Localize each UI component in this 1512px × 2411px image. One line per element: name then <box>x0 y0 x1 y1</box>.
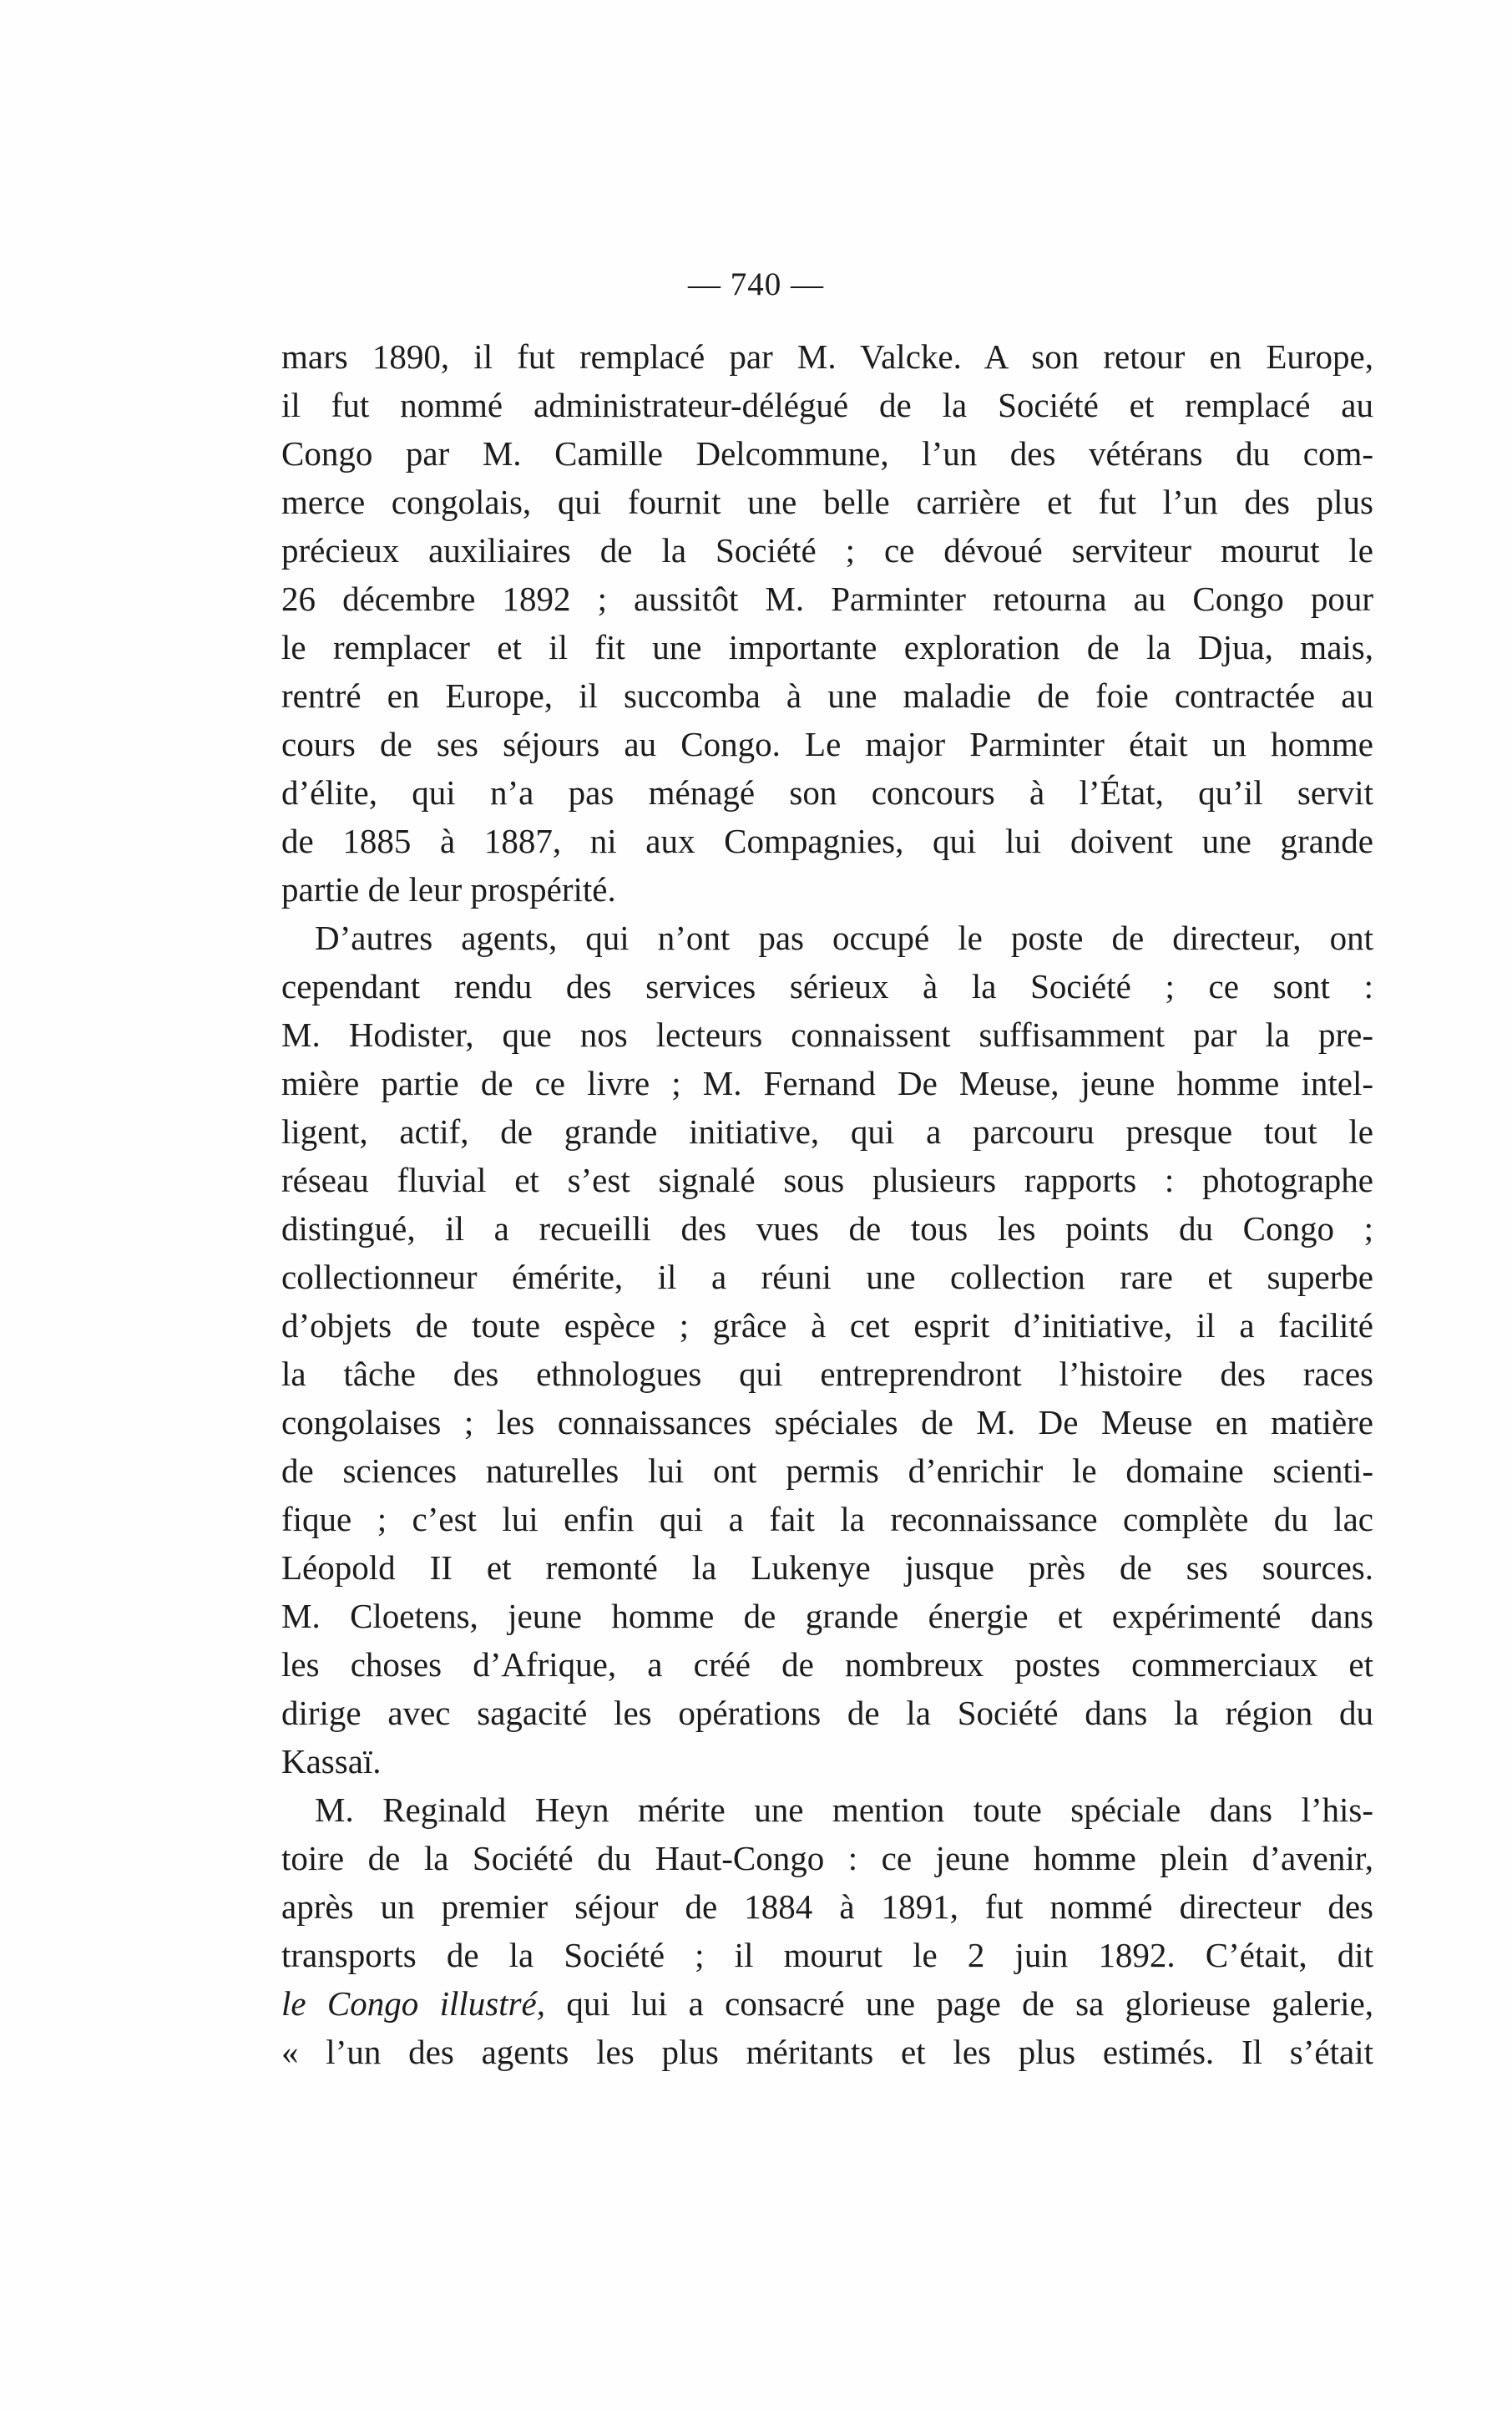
text-line: fique ; c’est lui enfin qui a fait la reconnaissance complète du lac <box>281 1500 1373 1538</box>
text-line: rentré en Europe, il succomba à une maladie de foie contractée au <box>281 676 1373 715</box>
text-line: d’élite, qui n’a pas ménagé son concours à l’État, qu’il servit <box>281 773 1373 812</box>
book-title-italic: le Congo illustré, <box>281 1984 546 2023</box>
text-line: précieux auxiliaires de la Société ; ce dévoué serviteur mourut le <box>281 531 1373 570</box>
text-line: mars 1890, il fut remplacé par M. Valcke. A son retour en Europe, <box>281 337 1373 376</box>
paragraph-2 <box>281 914 1373 1785</box>
text-line: transports de la Société ; il mourut le 2 juin 1892. C’était, dit <box>281 1936 1373 1974</box>
text-line: M. Cloetens, jeune homme de grande énergie et expérimenté dans <box>281 1597 1373 1635</box>
text-line: les choses d’Afrique, a créé de nombreux postes commerciaux et <box>281 1645 1373 1684</box>
text-line: réseau fluvial et s’est signalé sous plusieurs rapports : photographe <box>281 1161 1373 1199</box>
text-line: D’autres agents, qui n’ont pas occupé le poste de directeur, ont <box>315 919 1373 957</box>
text-line: Léopold II et remonté la Lukenye jusque près de ses sources. <box>281 1548 1373 1587</box>
text-line: toire de la Société du Haut-Congo : ce jeune homme plein d’avenir, <box>281 1839 1373 1877</box>
text-line: Kassaï. <box>281 1742 382 1780</box>
text-line: Congo par M. Camille Delcommune, l’un des vétérans du com- <box>281 434 1373 473</box>
text-line: M. Hodister, que nos lecteurs connaissent suffisamment par la pre- <box>281 1016 1373 1054</box>
page-number: — 740 — <box>688 266 824 302</box>
text-line: 26 décembre 1892 ; aussitôt M. Parminter retourna au Congo pour <box>281 580 1373 618</box>
text-line: ligent, actif, de grande initiative, qui a parcouru presque tout le <box>281 1112 1373 1151</box>
body-text <box>281 332 1373 2076</box>
text-line: d’objets de toute espèce ; grâce à cet esprit d’initiative, il a facilité <box>281 1306 1373 1345</box>
text-line: merce congolais, qui fournit une belle carrière et fut l’un des plus <box>281 483 1373 521</box>
text-line: le remplacer et il fit une importante exploration de la Djua, mais, <box>281 628 1373 666</box>
text-line-remainder: qui lui a consacré une page de sa glorieuse galerie, <box>545 1984 1374 2023</box>
text-line: de 1885 à 1887, ni aux Compagnies, qui lui doivent une grande <box>281 822 1373 860</box>
text-line: distingué, il a recueilli des vues de tous les points du Congo ; <box>281 1209 1373 1248</box>
text-line: la tâche des ethnologues qui entreprendront l’histoire des races <box>281 1355 1373 1393</box>
text-line: dirige avec sagacité les opérations de la Société dans la région du <box>281 1694 1373 1732</box>
paragraph-3 <box>281 1785 1373 2076</box>
text-line: il fut nommé administrateur-délégué de la Société et remplacé au <box>281 386 1373 424</box>
text-line: collectionneur émérite, il a réuni une collection rare et superbe <box>281 1258 1373 1296</box>
text-line: M. Reginald Heyn mérite une mention toute spéciale dans l’his- <box>315 1791 1373 1829</box>
text-line: cependant rendu des services sérieux à la Société ; ce sont : <box>281 967 1373 1005</box>
paragraph-1 <box>281 332 1373 914</box>
text-line: congolaises ; les connaissances spéciales de M. De Meuse en matière <box>281 1403 1373 1441</box>
text-line: « l’un des agents les plus méritants et les plus estimés. Il s’était <box>281 2033 1373 2071</box>
text-line: mière partie de ce livre ; M. Fernand De Meuse, jeune homme intel- <box>281 1064 1373 1102</box>
text-line: cours de ses séjours au Congo. Le major Parminter était un homme <box>281 725 1373 763</box>
text-line-with-italic-title <box>281 1979 1373 2028</box>
text-line: après un premier séjour de 1884 à 1891, fut nommé directeur des <box>281 1887 1373 1926</box>
text-line: partie de leur prospérité. <box>281 870 616 909</box>
text-line: de sciences naturelles lui ont permis d’enrichir le domaine scienti- <box>281 1451 1373 1490</box>
